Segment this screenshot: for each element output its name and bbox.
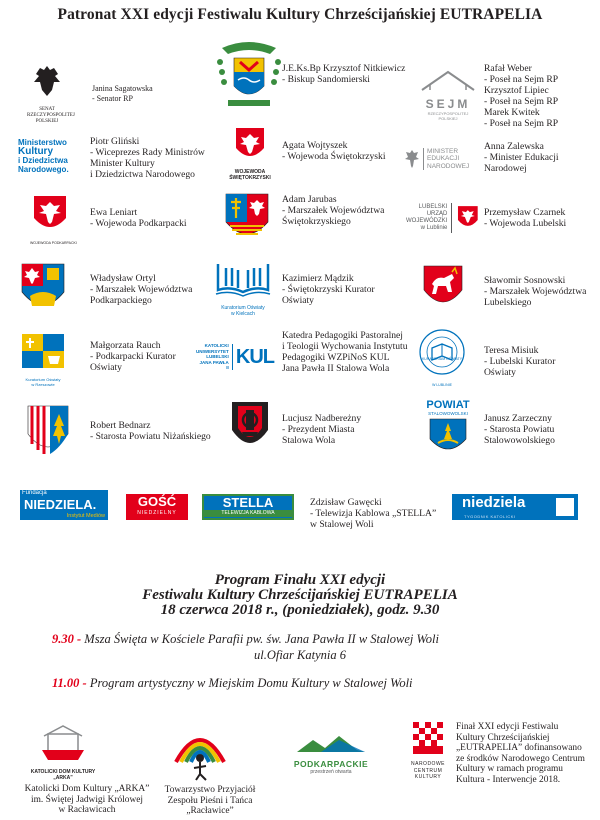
senat-logo-text: SENAT RZECZYPOSPOLITEJ POLSKIEJ (27, 107, 75, 124)
kuratorium-kielce-logo-text: Kuratorium Oświaty w Kielcach (221, 305, 265, 317)
sejm-logo-text: SEJM (425, 97, 471, 111)
luw-logo-divider (451, 203, 452, 233)
kuratorium-kielce-logo (212, 260, 274, 316)
stella-logo (202, 494, 294, 520)
starosta-nisko-patron-text: Robert Bednarz - Starosta Powiatu Niżańskiego (90, 420, 211, 442)
marszalek-lubelski-patron-text: Sławomir Sosnowski - Marszałek Województwa Lubelskiego (484, 275, 587, 308)
niedziela-logo-line2: TYGODNIK KATOLICKI (464, 514, 516, 519)
rainbow-dancer-icon (170, 722, 230, 782)
gosc-logo-line2: NIEDZIELNY (137, 510, 177, 516)
program-item-mass-time: 9.30 - (52, 632, 82, 646)
wojewoda-lubelski-patron-text: Przemysław Czarnek - Wojewoda Lubelski (484, 207, 567, 229)
podkarpackie-logo-line1: PODKARPACKIE (293, 759, 369, 769)
stalowa-wola-coat-of-arms (228, 400, 272, 454)
kuratorium-lublin-logo (418, 328, 466, 387)
program-item-artistic (52, 676, 413, 690)
kuratorium-lublin-logo-text: KURATORIUM OŚWIATY W LUBLINIE (421, 357, 463, 387)
fundacja-niedziela-logo (20, 490, 108, 520)
stella-logo-line2: TELEWIZJA KABLOWA (204, 510, 292, 517)
prezydent-stalowa-wola-patron-text: Lucjusz Nadbereżny - Prezydent Miasta Stalowa Wola (282, 413, 362, 446)
ministry-logo-line2: Kultury (18, 146, 53, 157)
mountains-icon (291, 734, 371, 754)
nck-squares-icon (411, 720, 445, 756)
luw-logo (404, 198, 480, 238)
kul-logo-divider (232, 344, 233, 370)
towarzystwo-logo (170, 722, 230, 782)
eagle-shield-icon (456, 204, 480, 232)
kurator-lubelski-patron-text: Teresa Misiuk - Lubelski Kurator Oświaty (484, 345, 556, 378)
sejm-patron-text: Rafał Weber - Poseł na Sejm RP Krzysztof Lipiec - Poseł na Sejm RP Marek Kwitek - Poseł na Sejm RP (484, 63, 559, 129)
wojewoda-podkarpacki-patron-text: Ewa Leniart - Wojewoda Podkarpacki (90, 207, 187, 229)
gosc-niedzielny-logo (126, 494, 188, 520)
program-item-mass-text: Msza Święta w Kościele Parafii pw. św. Jana Pawła II w Stalowej Woli (84, 632, 439, 646)
towarzystwo-text: Towarzystwo Przyjaciół Zespołu Pieśni i Tańca „Racławice” (164, 785, 256, 817)
kul-logo-text: KUL (235, 345, 274, 368)
eagle-shield-icon (30, 194, 70, 236)
men-logo (404, 144, 480, 174)
nck-logo-text: NARODOWE CENTRUM KULTURY (411, 761, 445, 780)
book-icon (212, 260, 274, 300)
arka-text: Katolicki Dom Kultury „ARKA” im. Świętej Jadwigi Królowej w Racławicach (24, 784, 150, 816)
stella-logo-line1: STELLA (222, 495, 274, 510)
nck-funding-text: Finał XXI edycji Festiwalu Kultury Chrześcijańskiej „EUTRAPELIA” dofinansowano ze środków Narodowego Centrum Kultury w ramach programu Kultura - Interwencje 2018. (456, 722, 585, 785)
wojewoda-swietokrzyski-logo (228, 126, 272, 180)
ministry-logo-line4: Narodowego. (18, 165, 69, 174)
eagle-icon (404, 148, 420, 170)
program-title-line1: Program Finału XXI edycji (214, 572, 386, 588)
starosta-stalowowolski-patron-text: Janusz Zarzeczny - Starosta Powiatu Stalowowolskiego (484, 413, 555, 446)
marszalek-swietokrzyski-patron-text: Adam Jarubas - Marszałek Województwa Świętokrzyskiego (282, 194, 385, 227)
luw-logo-text: LUBELSKI URZĄD WOJEWÓDZKI w Lublinie (406, 204, 448, 231)
program-title-line3: 18 czerwca 2018 r., (poniedziałek), godz. 9.30 (160, 602, 440, 618)
niedziela-cover-thumbnail (556, 498, 574, 516)
arka-logo-text: KATOLICKI DOM KULTURY „ARKA” (30, 769, 96, 781)
fundacja-niedziela-line1: Fundacja (22, 490, 47, 496)
powiat-stalowowolski-logo (420, 400, 476, 460)
kurator-swietokrzyski-patron-text: Kazimierz Mądzik - Świętokrzyski Kurator Oświaty (282, 273, 375, 306)
program-item-mass-address: ul.Ofiar Katynia 6 (253, 648, 347, 662)
gosc-logo-line1: GOŚĆ (137, 494, 177, 509)
program-item-mass (52, 632, 439, 646)
wojewoda-podkarpacki-logo-text: WOJEWODA PODKARPACKI (30, 241, 77, 245)
program-item-artistic-time: 11.00 - (52, 676, 87, 690)
powiat-logo-title: POWIAT (426, 399, 470, 411)
fundacja-niedziela-line2: NIEDZIELA. (24, 497, 97, 512)
program-title-line2: Festiwalu Kultury Chrześcijańskiej EUTRAPELIA (142, 587, 458, 603)
senat-patron-text: Janina Sagatowska - Senator RP (92, 84, 153, 103)
sejm-logo (420, 70, 476, 121)
sejm-arch-icon (420, 70, 476, 92)
powiat-shield-icon (428, 417, 468, 459)
marszalek-podkarpacki-patron-text: Władysław Ortyl - Marszałek Województwa Podkarpackiego (90, 273, 193, 306)
kurator-podkarpacki-patron-text: Małgorzata Rauch - Podkarpacki Kurator Oświaty (90, 340, 176, 373)
eagle-shield-icon (228, 126, 272, 164)
ministry-logo-line3: i Dziedzictwa (18, 156, 68, 165)
ark-icon (38, 724, 88, 764)
bishop-coat-of-arms (214, 40, 284, 116)
fundacja-niedziela-line3: Instytut Mediów (66, 513, 105, 519)
sejm-logo-sub: RZECZYPOSPOLITEJ POLSKIEJ (427, 111, 469, 121)
powiat-nizanski-coat-of-arms (26, 404, 70, 458)
podkarpackie-coat-of-arms (20, 262, 66, 316)
nck-logo (408, 720, 448, 788)
podkarpackie-logo-line2: przestrzeń otwarta (310, 769, 352, 775)
ministry-culture-logo (18, 138, 82, 178)
kul-logo-left-text: KATOLICKI UNIWERSYTET LUBELSKI JANA PAWŁA II (196, 343, 229, 371)
kul-patron-text: Katedra Pedagogiki Pastoralnej i Teologii Wychowania Instytutu Pedagogiki WZPiNoS KUL Jana Pawła II Stalowa Wola (282, 330, 408, 374)
ministry-logo-line1: Ministerstwo (18, 138, 67, 147)
bishop-patron-text: J.E.Ks.Bp Krzysztof Nitkiewicz - Biskup Sandomierski (282, 63, 406, 85)
kuratorium-rzeszow-logo-text: Kuratorium Oświaty w Rzeszowie (25, 377, 61, 387)
niedziela-logo (452, 494, 578, 520)
wojewoda-podkarpacki-logo (30, 194, 77, 245)
page-title: Patronat XXI edycji Festiwalu Kultury Chrześcijańskiej EUTRAPELIA (57, 6, 543, 23)
kuratorium-rzeszow-logo (18, 332, 68, 386)
kul-logo (196, 340, 274, 374)
stella-patron-text: Zdzisław Gawęcki - Telewizja Kablowa „STELLA” w Stalowej Woli (310, 497, 437, 530)
lubelskie-coat-of-arms (422, 264, 464, 312)
men-logo-text: MINISTER EDUKACJI NARODOWEJ (423, 148, 469, 171)
wojewoda-swietokrzyski-logo-text: WOJEWODA ŚWIĘTOKRZYSKI (229, 169, 271, 181)
ministry-culture-patron-text: Piotr Gliński - Wiceprezes Rady Ministrów Minister Kultury i Dziedzictwa Narodowego (90, 136, 205, 180)
arka-logo (30, 724, 96, 780)
program-item-artistic-text: Program artystyczny w Miejskim Domu Kultury w Stalowej Woli (89, 676, 413, 690)
eagle-icon (30, 62, 64, 102)
podkarpackie-logo (286, 734, 376, 774)
men-patron-text: Anna Zalewska - Minister Edukacji Narodowej (484, 141, 559, 174)
swietokrzyskie-coat-of-arms (224, 192, 270, 244)
wojewoda-swietokrzyski-patron-text: Agata Wojtyszek - Wojewoda Świętokrzyski (282, 140, 386, 162)
powiat-logo-sub: STALOWOWOLSKI (428, 411, 468, 416)
senat-logo (27, 62, 75, 124)
niedziela-logo-line1: niedziela (462, 494, 526, 511)
